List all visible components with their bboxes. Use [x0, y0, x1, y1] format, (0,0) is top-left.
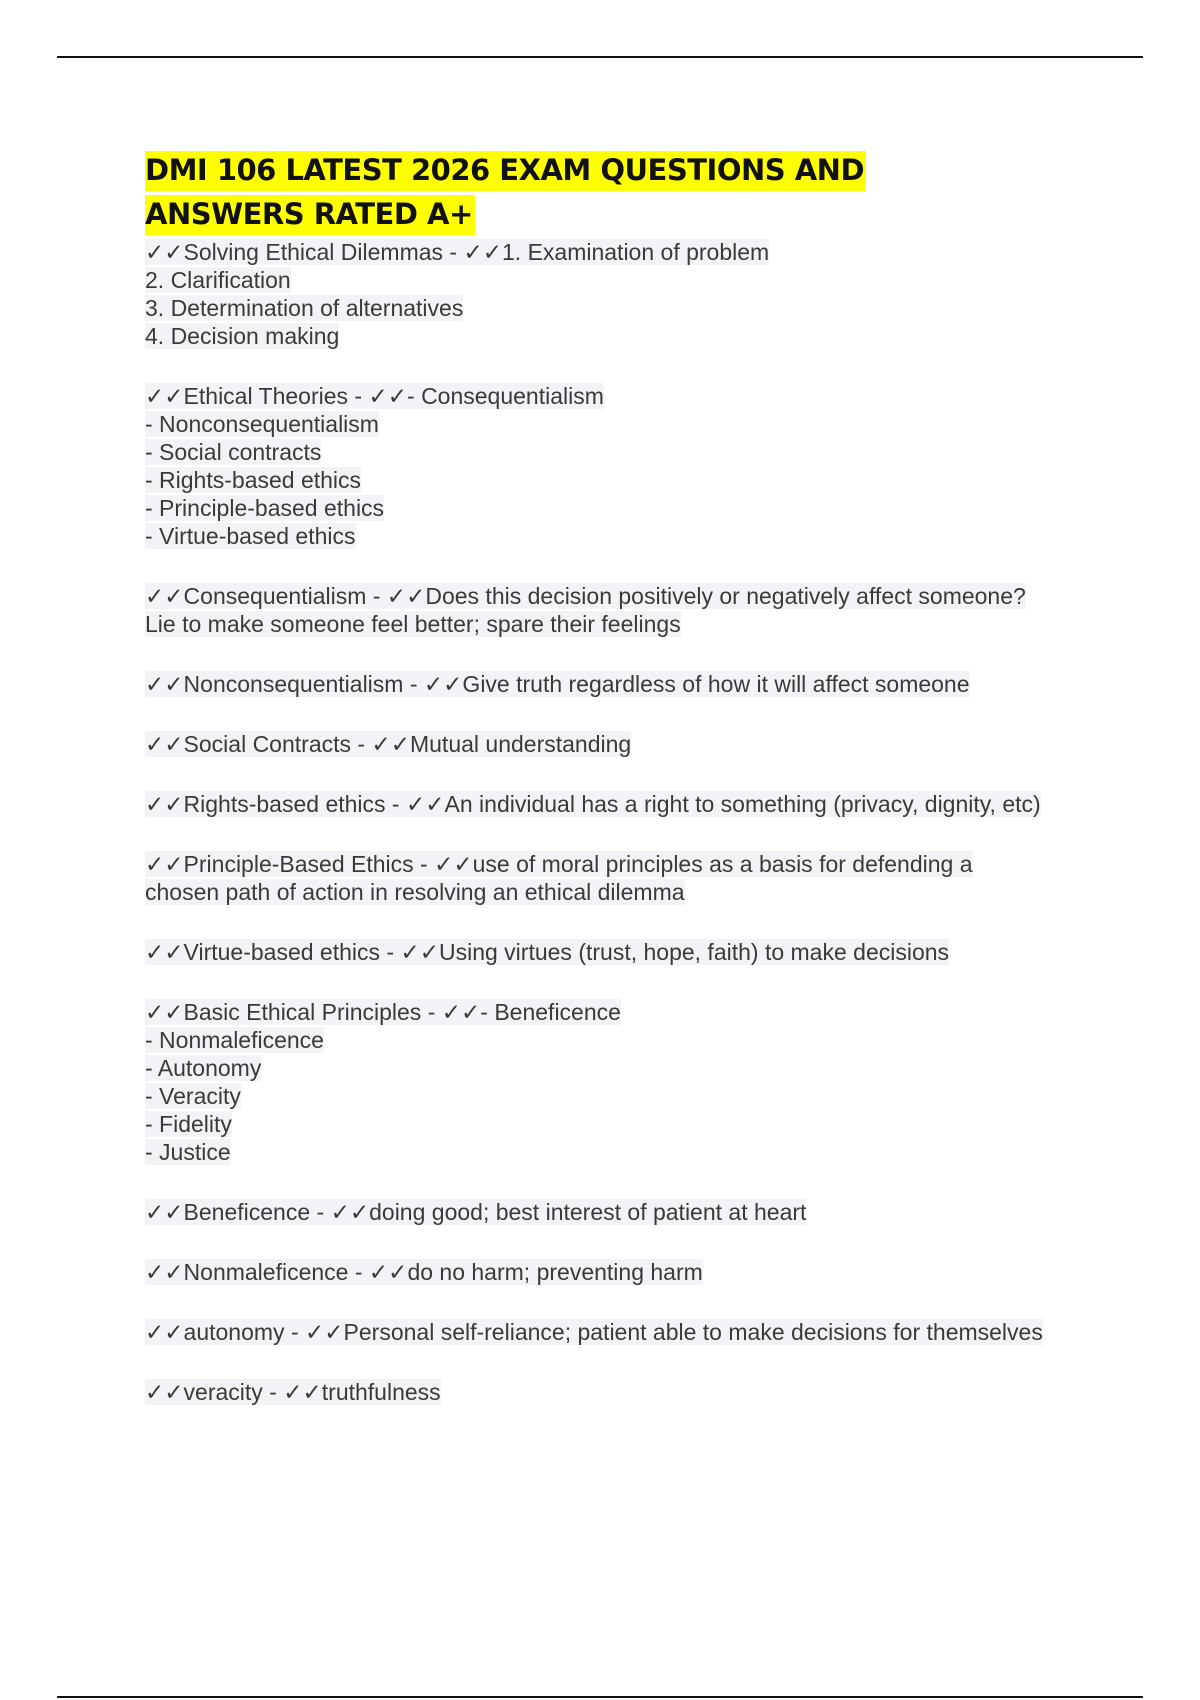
qa-answer-line [145, 410, 1105, 438]
qa-entry [145, 730, 1105, 758]
qa-text: - Rights-based ethics [145, 467, 362, 493]
qa-entry [145, 1198, 1105, 1226]
qa-answer-line [145, 1054, 1105, 1082]
qa-text: 3. Determination of alternatives [145, 295, 464, 321]
qa-entry [145, 582, 1105, 638]
qa-answer-line [145, 610, 1105, 638]
qa-term-line [145, 1378, 1105, 1406]
qa-text: - Veracity [145, 1083, 241, 1109]
qa-term-line [145, 1258, 1105, 1286]
top-rule [57, 56, 1143, 58]
qa-answer-line [145, 322, 1105, 350]
qa-text: chosen path of action in resolving an ethical dilemma [145, 879, 685, 905]
qa-entry [145, 790, 1105, 818]
qa-term-line [145, 998, 1105, 1026]
qa-text: ✓✓Rights-based ethics - ✓✓An individual has a right to something (privacy, dignity, etc) [145, 791, 1041, 817]
qa-term-line [145, 582, 1105, 610]
qa-term-line [145, 238, 1105, 266]
title-line-1: DMI 106 LATEST 2026 EXAM QUESTIONS AND [145, 151, 866, 191]
qa-entry [145, 238, 1105, 350]
qa-answer-line [145, 466, 1105, 494]
qa-text: - Social contracts [145, 439, 322, 465]
title-line-2: ANSWERS RATED A+ [145, 195, 475, 235]
qa-text: ✓✓Virtue-based ethics - ✓✓Using virtues (trust, hope, faith) to make decisions [145, 939, 950, 965]
qa-term-line [145, 790, 1105, 818]
qa-text: - Nonmaleficence [145, 1027, 324, 1053]
qa-text: ✓✓Nonconsequentialism - ✓✓Give truth regardless of how it will affect someone [145, 671, 970, 697]
qa-term-line [145, 730, 1105, 758]
qa-answer-line [145, 1082, 1105, 1110]
qa-entry [145, 1258, 1105, 1286]
qa-text: - Justice [145, 1139, 231, 1165]
qa-text: - Nonconsequentialism [145, 411, 379, 437]
qa-answer-line [145, 522, 1105, 550]
qa-answer-line [145, 294, 1105, 322]
qa-entry [145, 670, 1105, 698]
document-body [145, 148, 1105, 1438]
qa-text: ✓✓Social Contracts - ✓✓Mutual understanding [145, 731, 632, 757]
qa-text: ✓✓autonomy - ✓✓Personal self-reliance; patient able to make decisions for themselves [145, 1319, 1043, 1345]
qa-text: - Fidelity [145, 1111, 232, 1137]
qa-text: - Principle-based ethics [145, 495, 385, 521]
qa-entry [145, 1378, 1105, 1406]
qa-text: ✓✓Solving Ethical Dilemmas - ✓✓1. Examination of problem [145, 239, 770, 265]
qa-text: Lie to make someone feel better; spare their feelings [145, 611, 681, 637]
qa-text: ✓✓Consequentialism - ✓✓Does this decision positively or negatively affect someone? [145, 583, 1026, 609]
qa-answer-line [145, 1026, 1105, 1054]
qa-text: ✓✓veracity - ✓✓truthfulness [145, 1379, 441, 1405]
qa-term-line [145, 1198, 1105, 1226]
bottom-rule [57, 1696, 1143, 1698]
qa-term-line [145, 850, 1105, 878]
qa-term-line [145, 938, 1105, 966]
qa-entry [145, 1318, 1105, 1346]
qa-text: 2. Clarification [145, 267, 291, 293]
qa-text: ✓✓Basic Ethical Principles - ✓✓- Beneficence [145, 999, 621, 1025]
qa-entries [145, 238, 1105, 1406]
qa-text: - Virtue-based ethics [145, 523, 356, 549]
qa-term-line [145, 382, 1105, 410]
qa-text: ✓✓Beneficence - ✓✓doing good; best interest of patient at heart [145, 1199, 807, 1225]
qa-text: ✓✓Principle-Based Ethics - ✓✓use of moral principles as a basis for defending a [145, 851, 973, 877]
qa-entry [145, 938, 1105, 966]
qa-answer-line [145, 438, 1105, 466]
qa-term-line [145, 1318, 1105, 1346]
qa-term-line [145, 670, 1105, 698]
qa-text: 4. Decision making [145, 323, 340, 349]
qa-text: ✓✓Ethical Theories - ✓✓- Consequentialism [145, 383, 604, 409]
qa-entry [145, 998, 1105, 1166]
qa-text: ✓✓Nonmaleficence - ✓✓do no harm; preventing harm [145, 1259, 703, 1285]
qa-text: - Autonomy [145, 1055, 262, 1081]
qa-answer-line [145, 494, 1105, 522]
qa-answer-line [145, 266, 1105, 294]
qa-entry [145, 382, 1105, 550]
qa-answer-line [145, 878, 1105, 906]
qa-answer-line [145, 1110, 1105, 1138]
qa-entry [145, 850, 1105, 906]
qa-answer-line [145, 1138, 1105, 1166]
document-title [145, 148, 1105, 236]
